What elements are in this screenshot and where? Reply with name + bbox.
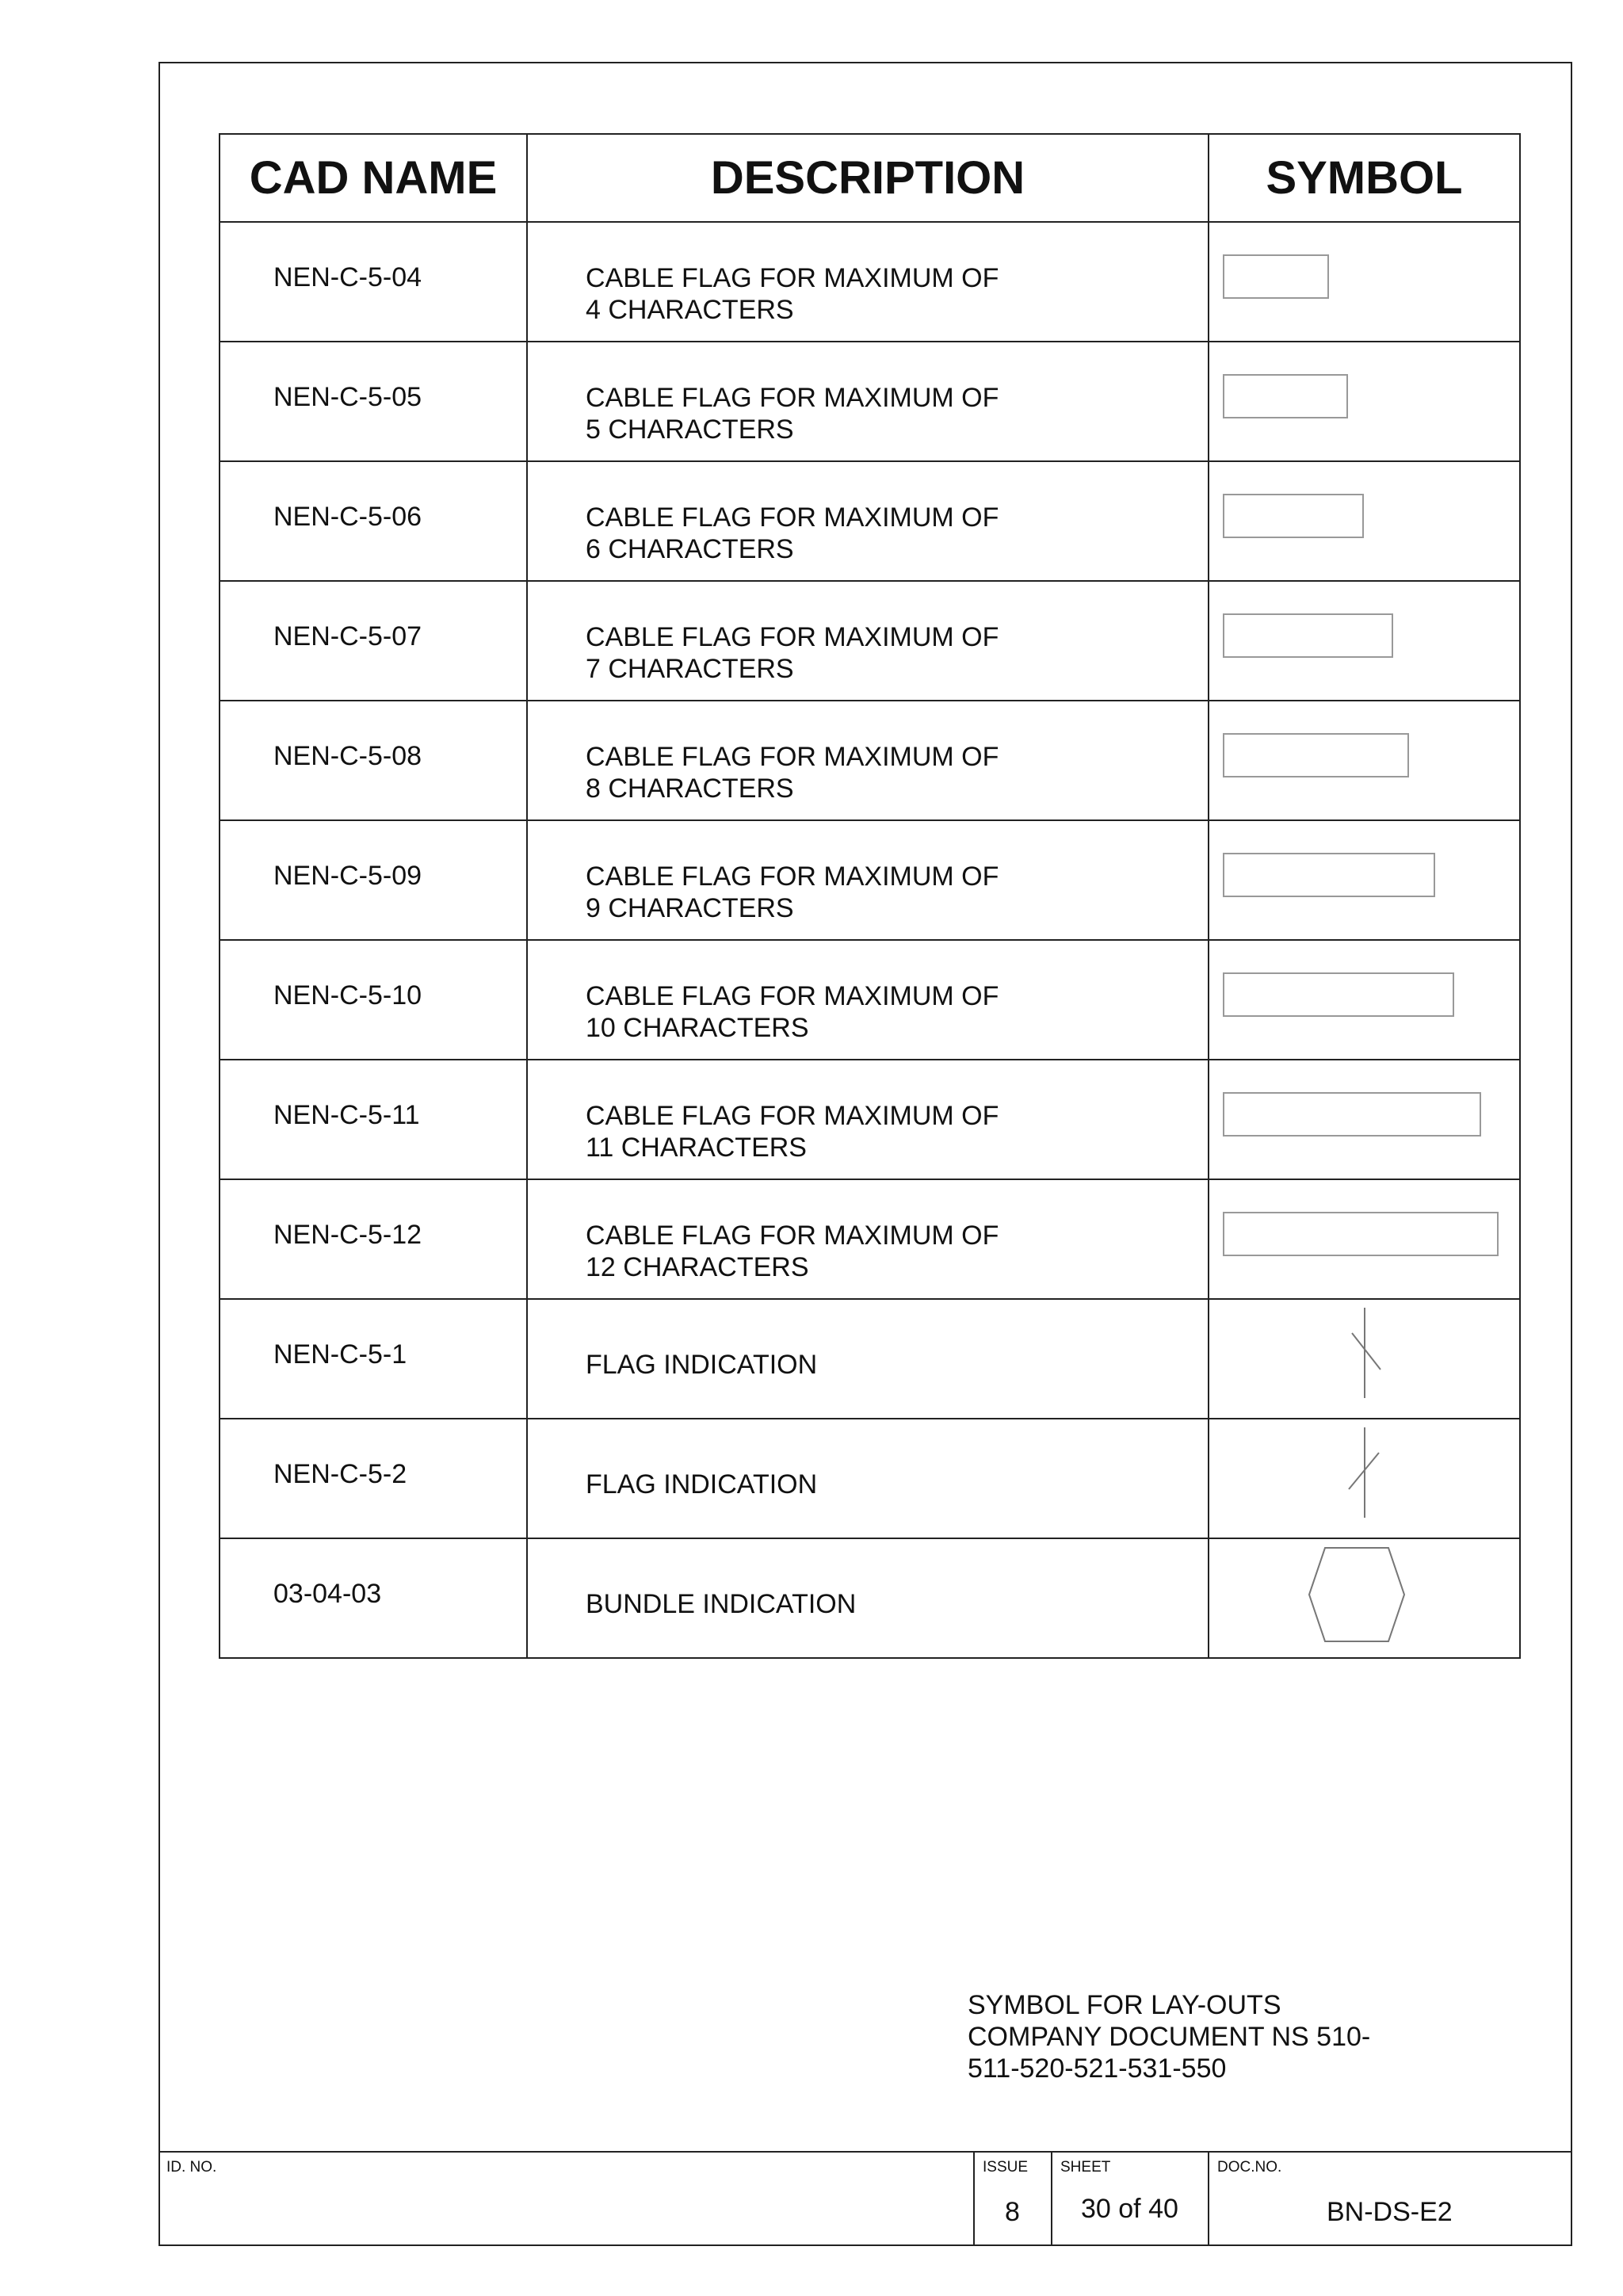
table-header-row <box>220 134 1520 222</box>
header-description: DESCRIPTION <box>527 134 1209 222</box>
cad-name: NEN-C-5-12 <box>273 1220 422 1250</box>
id-no-label: ID. NO. <box>166 2159 217 2176</box>
issue-label: ISSUE <box>983 2159 1029 2176</box>
description <box>586 1469 817 1500</box>
description-line-2: 6 CHARACTERS <box>586 534 794 564</box>
description-line-1: CABLE FLAG FOR MAXIMUM OF <box>586 861 999 892</box>
cable-flag-9-icon <box>1209 821 1519 939</box>
description-cell <box>527 581 1209 701</box>
description <box>586 980 999 1044</box>
cable-flag-4-icon <box>1209 223 1519 341</box>
cad-name: NEN-C-5-06 <box>273 502 422 532</box>
description-line-2: 4 CHARACTERS <box>586 295 794 325</box>
description <box>586 861 999 924</box>
table-row <box>220 461 1520 581</box>
cad-name-cell <box>220 222 527 342</box>
cad-name: NEN-C-5-2 <box>273 1459 407 1489</box>
description-cell <box>527 461 1209 581</box>
description <box>586 621 999 685</box>
description-line-2: 12 CHARACTERS <box>586 1252 809 1282</box>
cable-flag-6-icon <box>1209 462 1519 580</box>
hexagon-icon <box>1209 1539 1519 1657</box>
doc-no-value: BN-DS-E2 <box>1327 2197 1453 2227</box>
description-cell <box>527 701 1209 820</box>
cad-name-cell <box>220 342 527 461</box>
table-row <box>220 342 1520 461</box>
description-line-1: CABLE FLAG FOR MAXIMUM OF <box>586 1101 999 1131</box>
note-line-3: 511-520-521-531-550 <box>968 2053 1227 2084</box>
issue-value: 8 <box>1005 2197 1020 2227</box>
description-line-1: CABLE FLAG FOR MAXIMUM OF <box>586 1221 999 1251</box>
symbol-cell <box>1209 1538 1520 1658</box>
symbol-cell <box>1209 701 1520 820</box>
description-line-1: FLAG INDICATION <box>586 1469 818 1499</box>
symbol-cell <box>1209 820 1520 940</box>
sheet-label: SHEET <box>1060 2159 1111 2176</box>
description-line-2: 10 CHARACTERS <box>586 1013 809 1043</box>
description-line-1: CABLE FLAG FOR MAXIMUM OF <box>586 383 999 413</box>
cable-flag-7-icon <box>1209 582 1519 700</box>
header-cad-name: CAD NAME <box>220 134 527 222</box>
cad-name-cell <box>220 1419 527 1538</box>
description <box>586 502 999 565</box>
description-line-2: 9 CHARACTERS <box>586 893 794 923</box>
cable-flag-5-icon <box>1209 342 1519 460</box>
table-row <box>220 1299 1520 1419</box>
document-note <box>968 1989 1370 2084</box>
symbol-table <box>219 133 1521 1659</box>
cad-name-cell <box>220 1538 527 1658</box>
note-line-2: COMPANY DOCUMENT NS 510- <box>968 2022 1371 2052</box>
description-cell <box>527 1419 1209 1538</box>
cad-name: NEN-C-5-09 <box>273 861 422 891</box>
cad-name-cell <box>220 461 527 581</box>
description <box>586 262 999 326</box>
cad-name-cell <box>220 1179 527 1299</box>
cable-flag-11-icon <box>1209 1060 1519 1179</box>
cad-name-cell <box>220 820 527 940</box>
description-line-1: BUNDLE INDICATION <box>586 1589 857 1619</box>
description-line-1: CABLE FLAG FOR MAXIMUM OF <box>586 742 999 772</box>
symbol-cell <box>1209 342 1520 461</box>
symbol-cell <box>1209 461 1520 581</box>
table-row <box>220 820 1520 940</box>
table-row <box>220 701 1520 820</box>
symbol-cell <box>1209 940 1520 1060</box>
cad-name: 03-04-03 <box>273 1579 382 1609</box>
description-cell <box>527 940 1209 1060</box>
table-row <box>220 1538 1520 1658</box>
description-line-1: CABLE FLAG FOR MAXIMUM OF <box>586 981 999 1011</box>
description-cell <box>527 1060 1209 1179</box>
symbol-cell <box>1209 581 1520 701</box>
description <box>586 382 999 445</box>
doc-no-cell <box>1208 2153 1572 2246</box>
table-row <box>220 1419 1520 1538</box>
description <box>586 1349 817 1381</box>
symbol-cell <box>1209 1419 1520 1538</box>
description <box>586 741 999 804</box>
description-cell <box>527 222 1209 342</box>
id-no-cell <box>158 2153 973 2246</box>
cad-name: NEN-C-5-04 <box>273 262 422 292</box>
table-row <box>220 1179 1520 1299</box>
doc-no-label: DOC.NO. <box>1217 2159 1282 2176</box>
cad-name: NEN-C-5-05 <box>273 382 422 412</box>
symbol-cell <box>1209 1060 1520 1179</box>
flag-indication-backslash-icon <box>1209 1300 1519 1418</box>
cad-name-cell <box>220 940 527 1060</box>
cad-name: NEN-C-5-07 <box>273 621 422 651</box>
symbol-cell <box>1209 1179 1520 1299</box>
description <box>586 1100 999 1163</box>
description-line-1: CABLE FLAG FOR MAXIMUM OF <box>586 263 999 293</box>
table-row <box>220 222 1520 342</box>
description-cell <box>527 1538 1209 1658</box>
table-row <box>220 581 1520 701</box>
cad-name: NEN-C-5-1 <box>273 1339 407 1370</box>
cad-name: NEN-C-5-11 <box>273 1100 420 1130</box>
description-line-1: CABLE FLAG FOR MAXIMUM OF <box>586 502 999 533</box>
cad-name: NEN-C-5-10 <box>273 980 422 1010</box>
symbol-cell <box>1209 1299 1520 1419</box>
description-cell <box>527 1179 1209 1299</box>
description-cell <box>527 820 1209 940</box>
description-line-2: 11 CHARACTERS <box>586 1133 807 1163</box>
description-cell <box>527 1299 1209 1419</box>
cad-name-cell <box>220 581 527 701</box>
sheet-value: 30 of 40 <box>1081 2194 1178 2224</box>
cable-flag-12-icon <box>1209 1180 1519 1298</box>
cad-name-cell <box>220 1299 527 1419</box>
description-line-1: CABLE FLAG FOR MAXIMUM OF <box>586 622 999 652</box>
description <box>586 1220 999 1283</box>
description-line-1: FLAG INDICATION <box>586 1350 818 1380</box>
cad-name-cell <box>220 1060 527 1179</box>
flag-indication-slash-icon <box>1209 1419 1519 1538</box>
table-row <box>220 1060 1520 1179</box>
cable-flag-8-icon <box>1209 701 1519 819</box>
note-line-1: SYMBOL FOR LAY-OUTS <box>968 1990 1281 2020</box>
cad-name: NEN-C-5-08 <box>273 741 422 771</box>
description <box>586 1588 856 1620</box>
cable-flag-10-icon <box>1209 941 1519 1059</box>
description-line-2: 8 CHARACTERS <box>586 774 794 804</box>
description-line-2: 5 CHARACTERS <box>586 415 794 445</box>
description-line-2: 7 CHARACTERS <box>586 654 794 684</box>
symbol-cell <box>1209 222 1520 342</box>
sheet-cell <box>1051 2153 1208 2246</box>
description-cell <box>527 342 1209 461</box>
table-row <box>220 940 1520 1060</box>
title-block <box>158 2151 1572 2246</box>
issue-cell <box>973 2153 1051 2246</box>
header-symbol: SYMBOL <box>1209 134 1520 222</box>
cad-name-cell <box>220 701 527 820</box>
